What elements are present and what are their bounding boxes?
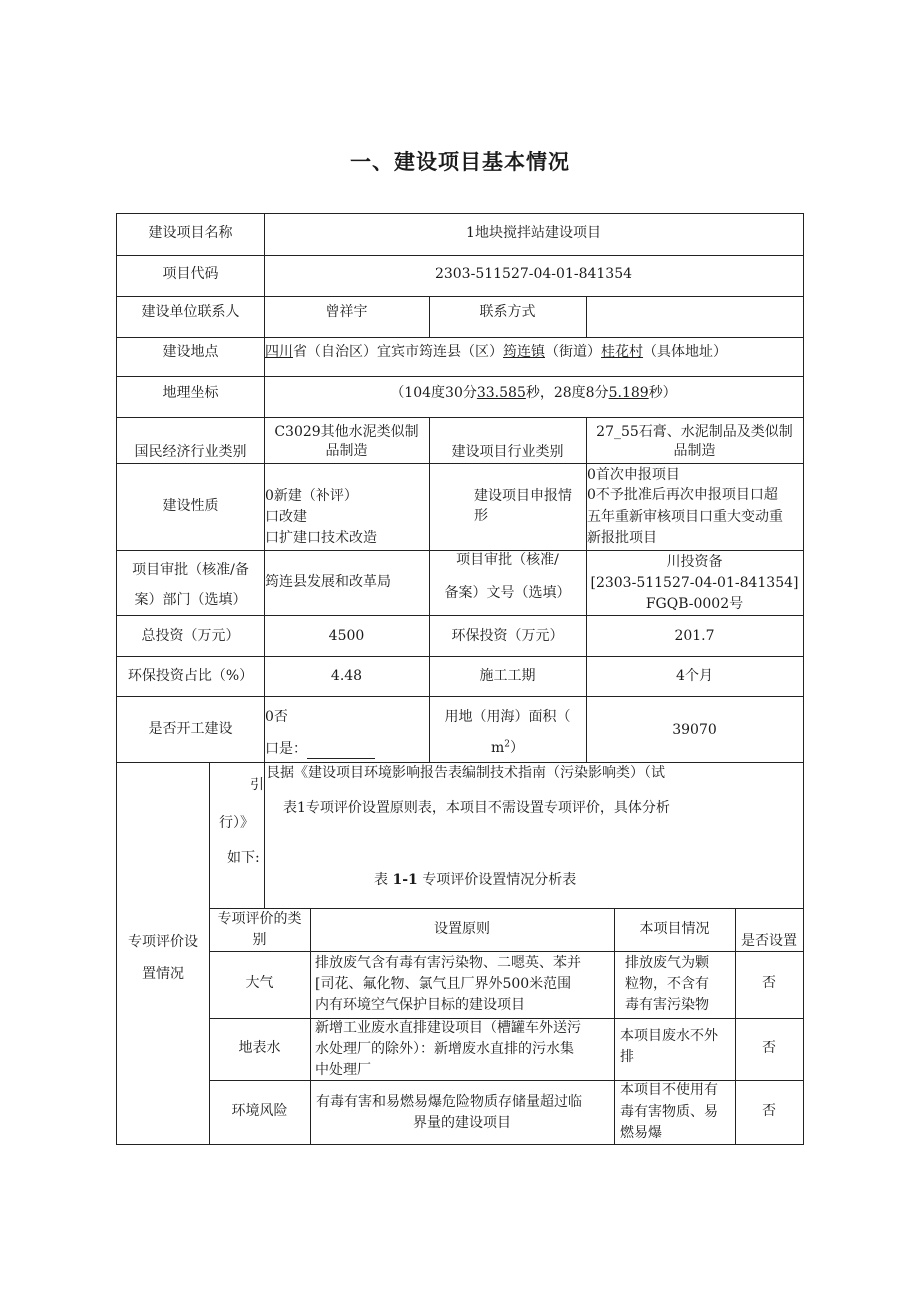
row-water-principle-line3: 中处理厂 — [315, 1062, 371, 1078]
industry-value-line1: C3029其他水泥类似制 — [274, 424, 419, 440]
coord-value: （104度30分33.585秒，28度8分5.189秒） — [390, 385, 677, 401]
period-label: 施工工期 — [479, 668, 536, 684]
proj-industry-value-line1: 27_55石膏、水泥制品及类似制 — [596, 424, 793, 440]
industry-label: 国民经济行业类别 — [134, 444, 247, 460]
row-air-situation-line2: 粒物，不含有 — [625, 976, 709, 992]
special-sub-line2: 行）》 — [219, 815, 254, 831]
row-water-principle-line1: 新增工业废水直排建设项目（槽罐车外送污 — [315, 1020, 581, 1036]
contact-label: 建设单位联系人 — [141, 304, 240, 320]
row-air-situation-line1: 排放废气为颗 — [625, 955, 709, 971]
special-sub-line1: 引 — [250, 777, 264, 793]
location-value: 四川省（自治区）宜宾市筠连县（区）筠连镇（街道）桂花村（具体地址） — [265, 344, 727, 360]
coord-label: 地理坐标 — [162, 385, 219, 401]
declare-option-resubmit: 0不予批准后再次申报项目口超 — [587, 487, 778, 503]
project-name-label: 建设项目名称 — [148, 225, 233, 241]
special-text-line1: 艮据《建设项目环境影响报告表编制技术指南（污染影响类）（试 — [266, 765, 665, 781]
started-option-yes: 口是： — [265, 740, 375, 759]
project-code-label: 项目代码 — [162, 266, 219, 282]
row-risk-setting: 否 — [762, 1103, 776, 1119]
header-category-line2: 别 — [252, 932, 267, 948]
area-value: 39070 — [672, 722, 717, 738]
location-label: 建设地点 — [162, 344, 219, 360]
row-water-setting: 否 — [762, 1040, 776, 1056]
project-code-value: 2303-511527-04-01-841354 — [434, 266, 633, 282]
contact-value: 曾祥宇 — [325, 304, 368, 320]
proj-industry-label: 建设项目行业类别 — [451, 444, 564, 460]
env-ratio-label: 环保投资占比（%） — [127, 668, 254, 684]
proj-industry-value-line2: 品制造 — [673, 443, 716, 459]
row-air-principle-line1: 排放废气含有毒有害污染物、二嗯英、苯并 — [315, 955, 581, 971]
total-invest-label: 总投资（万元） — [141, 628, 240, 644]
approval-dept-label-line2: 案）部门（选填） — [134, 592, 247, 608]
nature-option-expand: 口扩建口技术改造 — [265, 530, 377, 546]
approval-dept-label-line1: 项目审批（核准/备 — [132, 562, 249, 578]
started-label: 是否开工建设 — [148, 721, 233, 737]
row-water-principle-line2: 水处理厂的除外）：新增废水直排的污水集 — [315, 1041, 574, 1057]
approval-no-line2: [2303-511527-04-01-841354] — [590, 575, 799, 591]
nature-option-rebuild: 口改建 — [265, 509, 307, 525]
nature-option-new: 0新建（补评） — [265, 488, 358, 504]
special-label-line1: 专项评价设 — [128, 934, 198, 950]
page-title: 一、建设项目基本情况 — [350, 150, 570, 174]
nature-label: 建设性质 — [162, 498, 219, 514]
special-label-line2: 置情况 — [142, 966, 184, 982]
row-risk-situation-line3: 燃易爆 — [620, 1125, 662, 1141]
row-risk-principle-line2: 界量的建设项目 — [413, 1115, 511, 1131]
row-air-situation-line3: 毒有害污染物 — [625, 997, 709, 1013]
started-option-no: 0否 — [265, 709, 288, 725]
special-sub-line3: 如下: — [227, 850, 260, 866]
declare-option-first: 0首次申报项目 — [587, 467, 680, 483]
approval-no-line3: FGQB-0002号 — [645, 596, 744, 612]
declare-label-line2: 形 — [474, 508, 488, 524]
header-category-line1: 专项评价的类 — [217, 911, 302, 927]
row-risk-situation-line2: 毒有害物质、易 — [620, 1104, 718, 1120]
row-air-principle-line2: [司花、氟化物、氯气且厂界外500米范围 — [315, 976, 572, 992]
env-invest-value: 201.7 — [674, 628, 715, 644]
declare-label-line1: 建设项目申报情 — [474, 488, 572, 504]
row-air-category: 大气 — [245, 975, 274, 991]
area-label-line1: 用地（用海）面积（ — [444, 709, 571, 725]
approval-no-label-line1: 项目审批（核准/ — [456, 552, 559, 568]
area-label-line2: $m^2$） — [490, 739, 524, 756]
contact-method-label: 联系方式 — [479, 304, 536, 320]
project-name-value: 1地块搅拌站建设项目 — [466, 225, 601, 241]
row-risk-category: 环境风险 — [231, 1103, 288, 1119]
header-principle: 设置原则 — [434, 921, 490, 937]
sub-table-title: 表 1-1 专项评价设置情况分析表 — [374, 872, 577, 888]
row-risk-situation-line1: 本项目不使用有 — [620, 1082, 718, 1098]
row-risk-principle-line1: 有毒有害和易燃易爆危险物质存储量超过临 — [316, 1094, 582, 1110]
approval-no-label-line2: 备案）文号（选填） — [444, 585, 571, 601]
header-setting: 是否设置 — [741, 933, 797, 949]
row-water-situation-line1: 本项目废水不外 — [620, 1028, 718, 1044]
industry-value-line2: 品制造 — [325, 443, 368, 459]
special-text-line2: 表1专项评价设置原则表，本项目不需设置专项评价，具体分析 — [283, 800, 670, 816]
row-air-setting: 否 — [762, 975, 776, 991]
declare-option-change: 新报批项目 — [587, 530, 657, 546]
declare-option-five-year: 五年重新审核项目口重大变动重 — [587, 509, 783, 525]
env-invest-label: 环保投资（万元） — [451, 628, 564, 644]
row-water-situation-line2: 排 — [620, 1049, 634, 1065]
env-ratio-value: 4.48 — [330, 668, 363, 684]
approval-dept-value: 筠连县发展和改革局 — [265, 574, 391, 590]
approval-no-line1: 川投资备 — [666, 554, 723, 570]
row-water-category: 地表水 — [238, 1040, 281, 1056]
row-air-principle-line3: 内有环境空气保护目标的建设项目 — [315, 997, 525, 1013]
header-situation: 本项目情况 — [639, 921, 710, 937]
total-invest-value: 4500 — [328, 628, 365, 644]
period-value: 4个月 — [676, 668, 713, 684]
